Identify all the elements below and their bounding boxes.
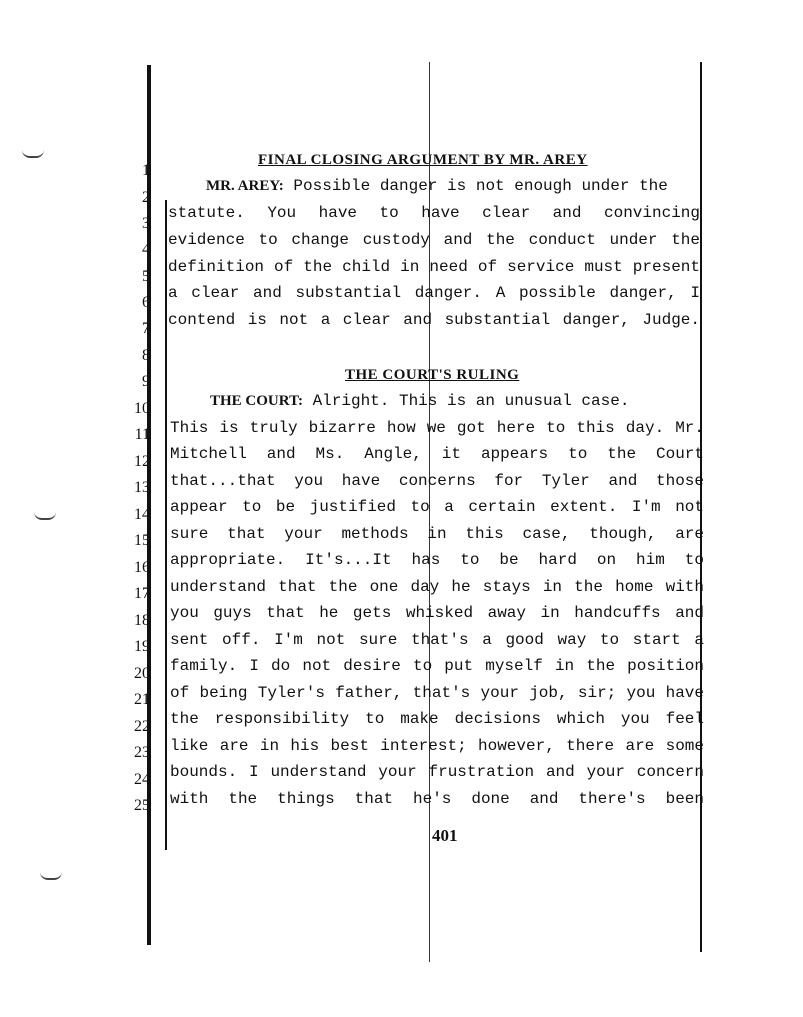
line-number: 8: [142, 347, 150, 364]
line-number: 6: [142, 294, 150, 311]
line-number: 7: [142, 320, 150, 337]
transcript-line-15: sure that your methods in this case, though, are: [170, 525, 704, 543]
line-number: 16: [134, 559, 150, 576]
transcript-line-20: family. I do not desire to put myself in the position: [170, 657, 704, 675]
transcript-line-10: THE COURT: Alright. This is an unusual case.: [210, 392, 630, 410]
line-number: 5: [142, 268, 150, 285]
transcript-line-24: bounds. I understand your frustration and your concern: [170, 763, 704, 781]
page-number: 401: [432, 826, 458, 845]
transcript-line-16: appropriate. It's...It has to be hard on him to: [170, 551, 704, 569]
line-number: 10: [134, 400, 150, 417]
line-number: 4: [142, 241, 150, 258]
line-number: 14: [134, 506, 150, 523]
line-number: 15: [134, 532, 150, 549]
transcript-line-17: understand that the one day he stays in the home with: [170, 578, 704, 596]
transcript-line-4: evidence to change custody and the conduct under the: [168, 231, 700, 249]
transcript-line-6: a clear and substantial danger. A possible danger, I: [168, 284, 700, 302]
transcript-line-5: definition of the child in need of service must present: [168, 258, 700, 276]
line-number: 11: [134, 426, 150, 443]
transcript-line-14: appear to be justified to a certain extent. I'm not: [170, 498, 704, 516]
line-number: 21: [134, 691, 150, 708]
punch-mark-1: [22, 150, 44, 158]
closing-argument-heading: FINAL CLOSING ARGUMENT BY MR. AREY: [258, 152, 588, 168]
line-number: 1: [142, 162, 150, 179]
line-number: 3: [142, 215, 150, 232]
transcript-line-25: with the things that he's done and there's been: [170, 790, 704, 808]
punch-mark-3: [40, 872, 62, 880]
line-number: 12: [134, 453, 150, 470]
line-number: 17: [134, 585, 150, 602]
transcript-line-23: like are in his best interest; however, there are some: [170, 737, 704, 755]
line-number: 20: [134, 665, 150, 682]
punch-mark-2: [34, 512, 56, 520]
line-number: 22: [134, 718, 150, 735]
speaker-label: THE COURT:: [210, 393, 303, 409]
transcript-line-3: statute. You have to have clear and convincing: [168, 204, 700, 222]
line-number: 2: [142, 189, 150, 206]
transcript-line-12: Mitchell and Ms. Angle, it appears to the Court: [170, 445, 704, 463]
line-number: 23: [134, 744, 150, 761]
transcript-line-21: of being Tyler's father, that's your job, sir; you have: [170, 684, 704, 702]
line-number: 9: [142, 373, 150, 390]
transcript-line-19: sent off. I'm not sure that's a good way to start a: [170, 631, 704, 649]
line-number: 24: [134, 771, 150, 788]
transcript-line-13: that...that you have concerns for Tyler and those: [170, 472, 704, 490]
speaker-label: MR. AREY:: [206, 178, 284, 194]
transcript-line-7: contend is not a clear and substantial danger, Judge.: [168, 311, 700, 329]
line-number: 19: [134, 638, 150, 655]
transcript-line-11: This is truly bizarre how we got here to this day. Mr.: [170, 419, 704, 437]
court-ruling-heading: THE COURT'S RULING: [345, 367, 520, 383]
line-number: 13: [134, 479, 150, 496]
line-number: 25: [134, 797, 150, 814]
transcript-line-22: the responsibility to make decisions which you feel: [170, 710, 704, 728]
transcript-line-18: you guys that he gets whisked away in handcuffs and: [170, 604, 704, 622]
transcript-line-2: MR. AREY: Possible danger is not enough under the: [206, 177, 668, 195]
left-inner-rule: [165, 200, 167, 850]
line-number: 18: [134, 612, 150, 629]
